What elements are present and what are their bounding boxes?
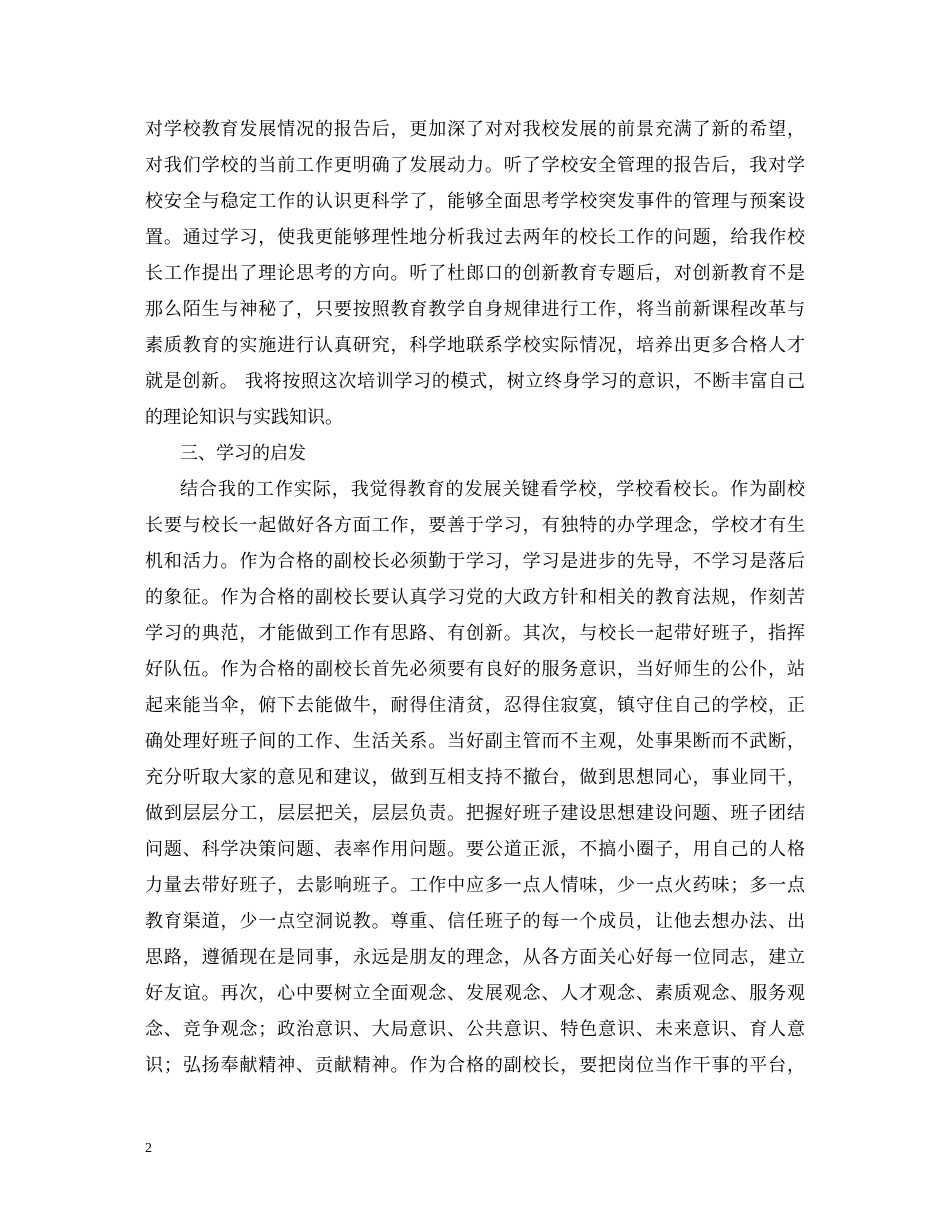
body-text-line: 对学校教育发展情况的报告后，更加深了对对我校发展的前景充满了新的希望， [145, 119, 805, 140]
body-text-line: 长要与校长一起做好各方面工作，要善于学习，有独特的办学理念，学校才有生 [145, 515, 805, 536]
body-text-line: 念、竞争观念；政治意识、大局意识、公共意识、特色意识、未来意识、育人意 [145, 1019, 805, 1040]
body-text-line: 起来能当伞，俯下去能做牛，耐得住清贫，忍得住寂寞，镇守住自己的学校，正 [145, 695, 805, 716]
body-text-line: 学习的典范，才能做到工作有思路、有创新。其次，与校长一起带好班子，指挥 [145, 623, 805, 644]
body-text-line: 结合我的工作实际，我觉得教育的发展关键看学校，学校看校长。作为副校 [180, 479, 805, 500]
body-text-line: 素质教育的实施进行认真研究，科学地联系学校实际情况，培养出更多合格人才 [145, 335, 805, 356]
body-text-line: 置。通过学习，使我更能够理性地分析我过去两年的校长工作的问题，给我作校 [145, 227, 805, 248]
body-text-line: 确处理好班子间的工作、生活关系。当好副主管而不主观，处事果断而不武断， [145, 731, 805, 752]
body-text-line: 对我们学校的当前工作更明确了发展动力。听了学校安全管理的报告后，我对学 [145, 155, 805, 176]
body-text-line: 好队伍。作为合格的副校长首先必须要有良好的服务意识，当好师生的公仆，站 [145, 659, 805, 680]
body-text-line: 充分听取大家的意见和建议，做到互相支持不撤台，做到思想同心，事业同干， [145, 767, 805, 788]
body-text-line: 思路，遵循现在是同事，永远是朋友的理念，从各方面关心好每一位同志，建立 [145, 947, 805, 968]
body-text-line: 教育渠道，少一点空洞说教。尊重、信任班子的每一个成员，让他去想办法、出 [145, 911, 805, 932]
section-heading: 三、学习的启发 [180, 443, 306, 464]
page-number: 2 [145, 1141, 152, 1156]
body-text-line: 的理论知识与实践知识。 [145, 407, 343, 428]
body-text-line: 那么陌生与神秘了，只要按照教育教学自身规律进行工作，将当前新课程改革与 [145, 299, 805, 320]
body-text-line: 做到层层分工，层层把关，层层负责。把握好班子建设思想建设问题、班子团结 [145, 803, 805, 824]
body-text-line: 问题、科学决策问题、表率作用问题。要公道正派，不搞小圈子，用自己的人格 [145, 839, 805, 860]
body-text-line: 机和活力。作为合格的副校长必须勤于学习，学习是进步的先导，不学习是落后 [145, 551, 805, 572]
body-text-line: 校安全与稳定工作的认识更科学了，能够全面思考学校突发事件的管理与预案设 [145, 191, 805, 212]
body-text-line: 长工作提出了理论思考的方向。听了杜郎口的创新教育专题后，对创新教育不是 [145, 263, 805, 284]
body-text-line: 好友谊。再次，心中要树立全面观念、发展观念、人才观念、素质观念、服务观 [145, 983, 805, 1004]
body-text-line: 就是创新。 我将按照这次培训学习的模式，树立终身学习的意识，不断丰富自己 [145, 371, 805, 392]
body-text-line: 的象征。作为合格的副校长要认真学习党的大政方针和相关的教育法规，作刻苦 [145, 587, 805, 608]
body-text-line: 识；弘扬奉献精神、贡献精神。作为合格的副校长，要把岗位当作干事的平台， [145, 1055, 805, 1076]
body-text-line: 力量去带好班子，去影响班子。工作中应多一点人情味，少一点火药味；多一点 [145, 875, 805, 896]
